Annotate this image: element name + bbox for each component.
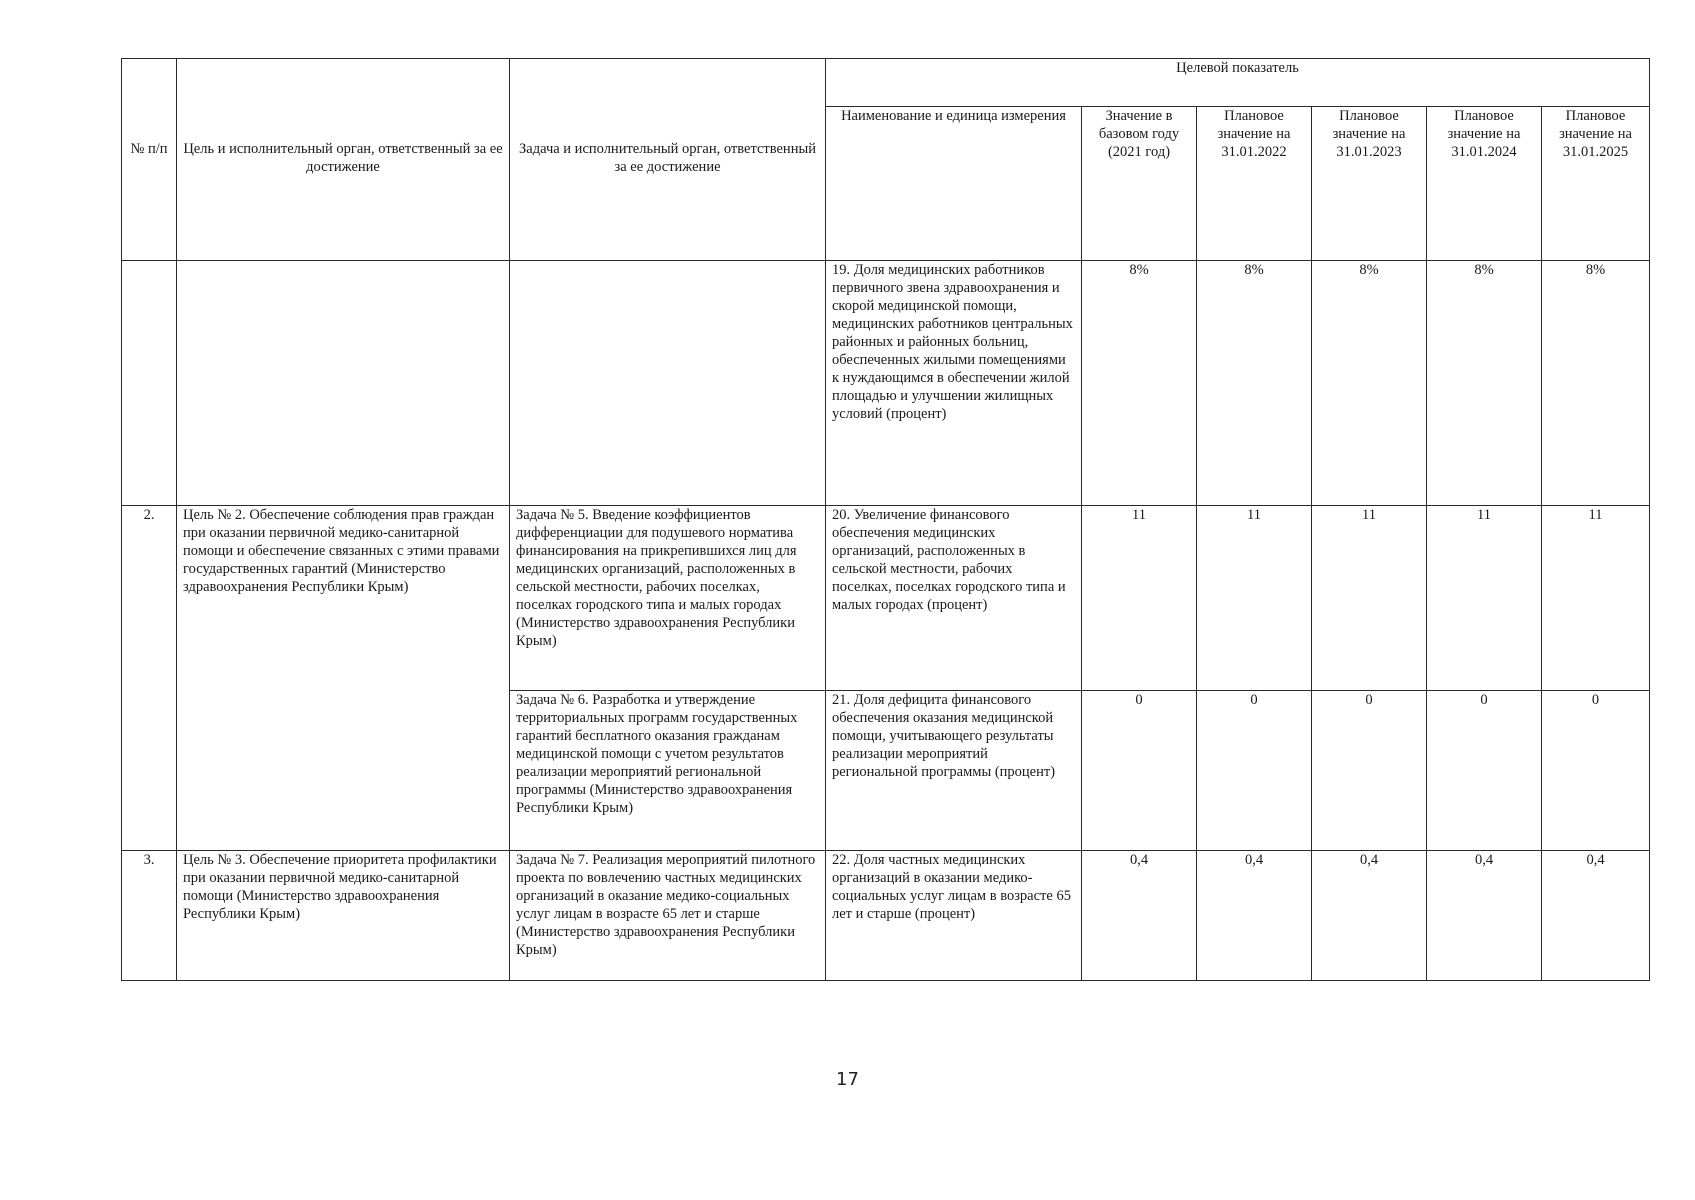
cell-plan-2023: 0,4 (1312, 851, 1427, 981)
cell-task: Задача № 7. Реализация мероприятий пилотного проекта по вовлечению частных медицинских организаций в оказание медико-социальных услуг лицам в возрасте 65 лет и старше (Министерство здравоохранения Республики Крым) (510, 851, 826, 981)
header-task: Задача и исполнительный орган, ответственный за ее достижение (510, 59, 826, 261)
cell-plan-2024: 8% (1427, 261, 1542, 506)
cell-plan-2023: 0 (1312, 691, 1427, 851)
cell-indicator: 20. Увеличение финансового обеспечения медицинских организаций, расположенных в сельской местности, рабочих поселках, поселках городского типа и малых городах (процент) (826, 506, 1082, 691)
cell-base-value: 0 (1082, 691, 1197, 851)
cell-plan-2023: 8% (1312, 261, 1427, 506)
cell-plan-2025: 8% (1542, 261, 1650, 506)
cell-plan-2023: 11 (1312, 506, 1427, 691)
cell-task (510, 261, 826, 506)
page-number: 17 (836, 1069, 859, 1090)
cell-num: 3. (122, 851, 177, 981)
cell-goal: Цель № 2. Обеспечение соблюдения прав граждан при оказании первичной медико-санитарной помощи и обеспечение связанных с этими правами государственных гарантий (Министерство здравоохранения Республики Крым) (177, 506, 510, 851)
cell-plan-2022: 0,4 (1197, 851, 1312, 981)
table-row (122, 506, 1650, 691)
cell-plan-2024: 0,4 (1427, 851, 1542, 981)
table-row (122, 851, 1650, 981)
table-row (122, 261, 1650, 506)
cell-indicator: 19. Доля медицинских работников первичного звена здравоохранения и скорой медицинской помощи, медицинских работников центральных районных и районных больниц, обеспеченных жилыми помещениями к нуждающимся в обеспечении жилой площадью и улучшении жилищных условий (процент) (826, 261, 1082, 506)
targets-table (121, 58, 1650, 981)
cell-plan-2022: 0 (1197, 691, 1312, 851)
cell-plan-2024: 11 (1427, 506, 1542, 691)
header-plan-2023: Плановое значение на 31.01.2023 (1312, 107, 1427, 261)
header-plan-2024: Плановое значение на 31.01.2024 (1427, 107, 1542, 261)
header-base-value: Значение в базовом году (2021 год) (1082, 107, 1197, 261)
cell-task: Задача № 6. Разработка и утверждение территориальных программ государственных гарантий бесплатного оказания гражданам медицинской помощи с учетом результатов реализации мероприятий региональной программы (Министерство здравоохранения Республики Крым) (510, 691, 826, 851)
cell-plan-2024: 0 (1427, 691, 1542, 851)
cell-task: Задача № 5. Введение коэффициентов дифференциации для подушевого норматива финансирования на прикрепившихся лиц для медицинских организаций, расположенных в сельской местности, рабочих поселках, поселках городского типа и малых городах (Министерство здравоохранения Республики Крым) (510, 506, 826, 691)
header-plan-2025: Плановое значение на 31.01.2025 (1542, 107, 1650, 261)
cell-goal: Цель № 3. Обеспечение приоритета профилактики при оказании первичной медико-санитарной помощи (Министерство здравоохранения Республики Крым) (177, 851, 510, 981)
header-num: № п/п (122, 59, 177, 261)
cell-base-value: 0,4 (1082, 851, 1197, 981)
cell-plan-2025: 11 (1542, 506, 1650, 691)
cell-goal (177, 261, 510, 506)
cell-plan-2022: 8% (1197, 261, 1312, 506)
cell-plan-2022: 11 (1197, 506, 1312, 691)
cell-num: 2. (122, 506, 177, 851)
cell-base-value: 11 (1082, 506, 1197, 691)
cell-num (122, 261, 177, 506)
cell-plan-2025: 0 (1542, 691, 1650, 851)
cell-indicator: 21. Доля дефицита финансового обеспечения оказания медицинской помощи, учитывающего результаты реализации мероприятий региональной программы (процент) (826, 691, 1082, 851)
header-goal: Цель и исполнительный орган, ответственный за ее достижение (177, 59, 510, 261)
header-target-group: Целевой показатель (826, 59, 1650, 107)
header-indicator: Наименование и единица измерения (826, 107, 1082, 261)
cell-indicator: 22. Доля частных медицинских организаций в оказании медико-социальных услуг лицам в возрасте 65 лет и старше (процент) (826, 851, 1082, 981)
header-plan-2022: Плановое значение на 31.01.2022 (1197, 107, 1312, 261)
cell-base-value: 8% (1082, 261, 1197, 506)
cell-plan-2025: 0,4 (1542, 851, 1650, 981)
